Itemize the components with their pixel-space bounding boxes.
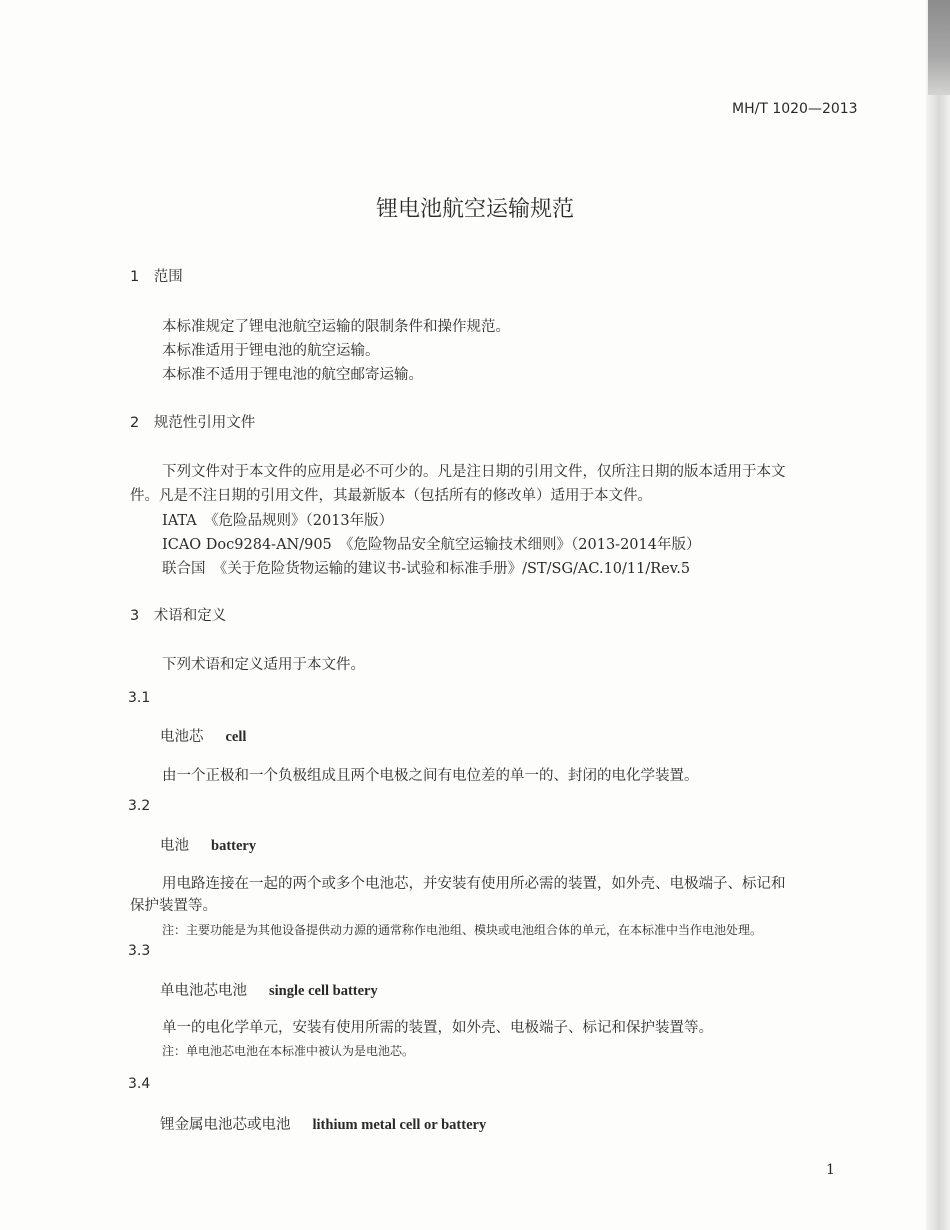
term-heading bbox=[160, 834, 256, 855]
scan-page-edge bbox=[926, 0, 950, 1230]
term-name-en: single cell battery bbox=[269, 983, 378, 999]
term-note: 注：单电池芯电池在本标准中被认为是电池芯。 bbox=[162, 1044, 415, 1058]
term-definition-line-2: 保护装置等。 bbox=[130, 898, 217, 914]
term-number: 3.3 bbox=[128, 943, 151, 959]
term-name-en: lithium metal cell or battery bbox=[312, 1117, 487, 1133]
term-name-cn: 单电池芯电池 bbox=[160, 983, 247, 999]
term-definition: 由一个正极和一个负极组成且两个电极之间有电位差的单一的、封闭的电化学装置。 bbox=[162, 768, 699, 784]
term-name-en: battery bbox=[211, 838, 257, 854]
scope-line-3: 本标准不适用于锂电池的航空邮寄运输。 bbox=[162, 367, 423, 383]
standard-code: MH/T 1020—2013 bbox=[732, 101, 858, 117]
term-definition: 单一的电化学单元，安装有使用所需的装置，如外壳、电极端子、标记和保护装置等。 bbox=[162, 1020, 713, 1036]
reference-item-icao: ICAO Doc9284-AN/905 《危险物品安全航空运输技术细则》（2013-2014年版） bbox=[162, 537, 701, 553]
term-heading bbox=[160, 725, 246, 746]
references-paragraph-line-1: 下列文件对于本文件的应用是必不可少的。凡是注日期的引用文件，仅所注日期的版本适用于本文 bbox=[162, 464, 786, 480]
references-paragraph-line-2: 件。凡是不注日期的引用文件，其最新版本（包括所有的修改单）适用于本文件。 bbox=[130, 488, 652, 504]
term-name-cn: 锂金属电池芯或电池 bbox=[160, 1117, 291, 1133]
term-name-en: cell bbox=[225, 729, 247, 745]
terms-intro: 下列术语和定义适用于本文件。 bbox=[162, 657, 365, 673]
section-heading-normative-references: 2 规范性引用文件 bbox=[130, 415, 256, 431]
term-heading bbox=[160, 979, 378, 1000]
term-definition-line-1: 用电路连接在一起的两个或多个电池芯，并安装有使用所必需的装置，如外壳、电极端子、标记和 bbox=[162, 876, 786, 892]
reference-item-un: 联合国 《关于危险货物运输的建议书-试验和标准手册》/ST/SG/AC.10/11/Rev.5 bbox=[162, 561, 691, 577]
scope-line-1: 本标准规定了锂电池航空运输的限制条件和操作规范。 bbox=[162, 319, 510, 335]
term-number: 3.4 bbox=[128, 1076, 151, 1092]
term-name-cn: 电池芯 bbox=[160, 729, 204, 745]
term-number: 3.1 bbox=[128, 690, 151, 706]
page-number: 1 bbox=[826, 1162, 835, 1178]
section-heading-terms: 3 术语和定义 bbox=[130, 608, 227, 624]
scope-line-2: 本标准适用于锂电池的航空运输。 bbox=[162, 343, 380, 359]
section-heading-scope: 1 范围 bbox=[130, 269, 183, 285]
term-number: 3.2 bbox=[128, 798, 151, 814]
term-note: 注：主要功能是为其他设备提供动力源的通常称作电池组、模块或电池组合体的单元，在本标准中当作电池处理。 bbox=[162, 923, 763, 937]
term-heading bbox=[160, 1113, 486, 1134]
scan-page-edge-shadow bbox=[928, 0, 950, 95]
term-name-cn: 电池 bbox=[160, 838, 189, 854]
document-title: 锂电池航空运输规范 bbox=[375, 197, 574, 222]
reference-item-iata: IATA 《危险品规则》（2013年版） bbox=[162, 513, 394, 529]
